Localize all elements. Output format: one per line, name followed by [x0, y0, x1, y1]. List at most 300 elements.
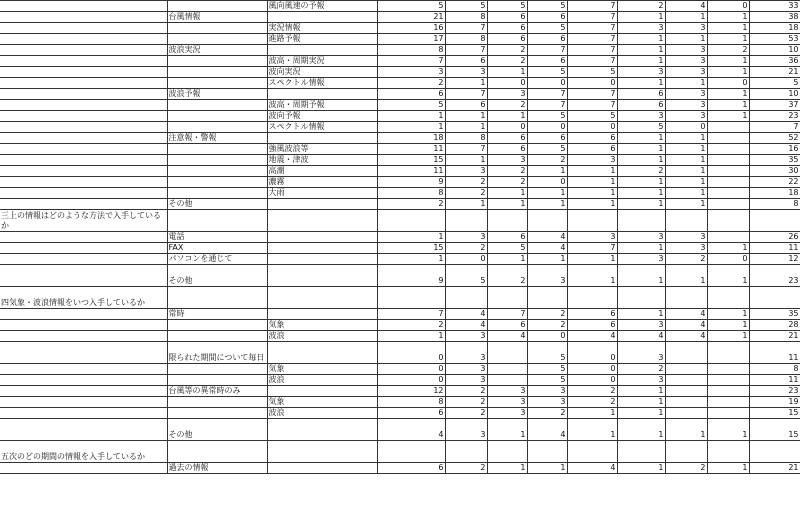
- value-cell: 2: [665, 254, 707, 265]
- value-cell: 1: [617, 265, 665, 287]
- value-cell: 0: [567, 122, 617, 133]
- value-cell: 1: [567, 419, 617, 441]
- value-cell: 5: [527, 23, 567, 34]
- value-cell: 2: [377, 199, 445, 210]
- row-label-1: [0, 155, 167, 166]
- row-label-3: 地震・津波: [267, 155, 377, 166]
- value-cell: 3: [487, 155, 527, 166]
- value-cell: 1: [707, 309, 749, 320]
- value-cell: [445, 210, 487, 232]
- value-cell: 9: [377, 177, 445, 188]
- row-label-2: 電話: [167, 232, 267, 243]
- value-cell: 2: [527, 309, 567, 320]
- value-cell: 1: [377, 331, 445, 342]
- value-cell: 7: [527, 45, 567, 56]
- total-cell: 10: [749, 45, 800, 56]
- value-cell: 21: [377, 12, 445, 23]
- value-cell: 1: [377, 232, 445, 243]
- row-label-2: [167, 78, 267, 89]
- value-cell: 6: [567, 320, 617, 331]
- total-cell: [749, 287, 800, 309]
- table-row: [0, 1, 800, 12]
- row-label-3: [267, 254, 377, 265]
- value-cell: 6: [377, 463, 445, 474]
- value-cell: 7: [377, 309, 445, 320]
- value-cell: 6: [567, 133, 617, 144]
- value-cell: 2: [665, 463, 707, 474]
- row-label-3: 波高・周期実況: [267, 56, 377, 67]
- value-cell: 3: [665, 243, 707, 254]
- value-cell: 6: [527, 12, 567, 23]
- value-cell: 2: [445, 397, 487, 408]
- value-cell: [707, 375, 749, 386]
- table-row: [0, 287, 800, 309]
- value-cell: 1: [527, 166, 567, 177]
- value-cell: 3: [445, 364, 487, 375]
- table-row: [0, 408, 800, 419]
- value-cell: [527, 441, 567, 463]
- value-cell: 7: [567, 1, 617, 12]
- value-cell: 5: [445, 1, 487, 12]
- table-row: [0, 78, 800, 89]
- value-cell: 4: [567, 331, 617, 342]
- value-cell: [707, 210, 749, 232]
- value-cell: [707, 188, 749, 199]
- value-cell: 0: [377, 375, 445, 386]
- value-cell: 1: [707, 89, 749, 100]
- value-cell: 1: [665, 265, 707, 287]
- value-cell: 1: [617, 78, 665, 89]
- value-cell: 5: [377, 100, 445, 111]
- value-cell: 2: [445, 408, 487, 419]
- row-label-1: [0, 375, 167, 386]
- value-cell: 1: [617, 386, 665, 397]
- row-label-1: [0, 133, 167, 144]
- total-cell: 18: [749, 23, 800, 34]
- value-cell: [487, 364, 527, 375]
- value-cell: 6: [487, 320, 527, 331]
- value-cell: 2: [567, 397, 617, 408]
- value-cell: 7: [445, 45, 487, 56]
- row-label-3: 波向実況: [267, 67, 377, 78]
- row-label-2: 波浪実況: [167, 45, 267, 56]
- row-label-1: [0, 386, 167, 397]
- value-cell: 0: [377, 342, 445, 364]
- value-cell: 6: [487, 133, 527, 144]
- value-cell: 0: [527, 78, 567, 89]
- row-label-2: [167, 441, 267, 463]
- value-cell: 6: [527, 34, 567, 45]
- value-cell: 7: [567, 56, 617, 67]
- row-label-1: [0, 12, 167, 23]
- value-cell: 3: [665, 23, 707, 34]
- row-label-1: [0, 309, 167, 320]
- row-label-1: [0, 254, 167, 265]
- total-cell: 28: [749, 320, 800, 331]
- row-label-3: 波浪: [267, 408, 377, 419]
- value-cell: 2: [617, 1, 665, 12]
- value-cell: [707, 133, 749, 144]
- table-row: [0, 441, 800, 463]
- value-cell: 4: [665, 320, 707, 331]
- total-cell: 19: [749, 397, 800, 408]
- value-cell: 5: [527, 342, 567, 364]
- row-label-3: [267, 45, 377, 56]
- value-cell: [617, 210, 665, 232]
- value-cell: 3: [527, 265, 567, 287]
- value-cell: 11: [377, 166, 445, 177]
- value-cell: 1: [617, 155, 665, 166]
- row-label-3: 波高・周期予報: [267, 100, 377, 111]
- value-cell: 1: [617, 188, 665, 199]
- value-cell: 3: [665, 111, 707, 122]
- value-cell: 6: [487, 12, 527, 23]
- value-cell: 3: [665, 89, 707, 100]
- row-label-1: 三上の情報はどのような方法で入手しているか: [0, 210, 167, 232]
- row-label-3: [267, 342, 377, 364]
- value-cell: [665, 287, 707, 309]
- value-cell: 3: [487, 386, 527, 397]
- value-cell: 1: [487, 199, 527, 210]
- row-label-3: [267, 12, 377, 23]
- value-cell: 2: [527, 408, 567, 419]
- row-label-3: 大雨: [267, 188, 377, 199]
- value-cell: 2: [377, 78, 445, 89]
- value-cell: [707, 287, 749, 309]
- row-label-1: [0, 408, 167, 419]
- row-label-3: 気象: [267, 364, 377, 375]
- value-cell: 0: [527, 331, 567, 342]
- total-cell: 11: [749, 375, 800, 386]
- value-cell: 7: [527, 100, 567, 111]
- value-cell: 0: [707, 254, 749, 265]
- value-cell: 5: [527, 1, 567, 12]
- row-label-3: 強風波浪等: [267, 144, 377, 155]
- value-cell: [567, 210, 617, 232]
- value-cell: 1: [527, 463, 567, 474]
- total-cell: 21: [749, 463, 800, 474]
- table-row: [0, 342, 800, 364]
- value-cell: [377, 287, 445, 309]
- total-cell: 21: [749, 331, 800, 342]
- value-cell: [665, 364, 707, 375]
- value-cell: 4: [527, 232, 567, 243]
- value-cell: 1: [665, 419, 707, 441]
- value-cell: 1: [487, 419, 527, 441]
- table-row: [0, 34, 800, 45]
- table-row: [0, 155, 800, 166]
- value-cell: [567, 287, 617, 309]
- row-label-1: [0, 177, 167, 188]
- row-label-2: 波浪予報: [167, 89, 267, 100]
- value-cell: [707, 364, 749, 375]
- value-cell: 3: [445, 67, 487, 78]
- total-cell: 22: [749, 177, 800, 188]
- row-label-2: [167, 23, 267, 34]
- value-cell: 2: [445, 386, 487, 397]
- row-label-3: [267, 463, 377, 474]
- row-label-2: その他: [167, 265, 267, 287]
- value-cell: 3: [445, 166, 487, 177]
- value-cell: 4: [445, 320, 487, 331]
- total-cell: 7: [749, 122, 800, 133]
- total-cell: 8: [749, 199, 800, 210]
- value-cell: 15: [377, 243, 445, 254]
- row-label-3: [267, 287, 377, 309]
- value-cell: 7: [487, 309, 527, 320]
- row-label-2: [167, 100, 267, 111]
- value-cell: 0: [567, 342, 617, 364]
- value-cell: 1: [665, 188, 707, 199]
- value-cell: 1: [445, 199, 487, 210]
- value-cell: 1: [707, 23, 749, 34]
- row-label-3: [267, 210, 377, 232]
- value-cell: 3: [665, 67, 707, 78]
- row-label-1: [0, 78, 167, 89]
- value-cell: 6: [487, 232, 527, 243]
- value-cell: 5: [527, 144, 567, 155]
- table-row: [0, 133, 800, 144]
- value-cell: 3: [617, 232, 665, 243]
- row-label-2: [167, 67, 267, 78]
- value-cell: 4: [487, 331, 527, 342]
- total-cell: 38: [749, 12, 800, 23]
- value-cell: 1: [377, 111, 445, 122]
- row-label-2: その他: [167, 199, 267, 210]
- value-cell: 3: [617, 375, 665, 386]
- value-cell: [665, 375, 707, 386]
- value-cell: 2: [487, 265, 527, 287]
- value-cell: 3: [487, 397, 527, 408]
- value-cell: 1: [617, 408, 665, 419]
- table-row: [0, 309, 800, 320]
- value-cell: [487, 375, 527, 386]
- value-cell: 2: [617, 364, 665, 375]
- row-label-3: [267, 309, 377, 320]
- row-label-1: [0, 166, 167, 177]
- row-label-1: [0, 463, 167, 474]
- value-cell: 0: [377, 364, 445, 375]
- row-label-1: [0, 67, 167, 78]
- table-row: [0, 12, 800, 23]
- value-cell: 5: [487, 1, 527, 12]
- total-cell: 37: [749, 100, 800, 111]
- row-label-3: スペクトル情報: [267, 78, 377, 89]
- value-cell: 0: [527, 177, 567, 188]
- value-cell: 1: [707, 419, 749, 441]
- row-label-3: 進路予報: [267, 34, 377, 45]
- value-cell: 6: [567, 144, 617, 155]
- value-cell: 1: [707, 67, 749, 78]
- row-label-3: スペクトル情報: [267, 122, 377, 133]
- total-cell: 11: [749, 342, 800, 364]
- value-cell: 5: [527, 67, 567, 78]
- value-cell: [665, 397, 707, 408]
- value-cell: 1: [707, 243, 749, 254]
- value-cell: [665, 441, 707, 463]
- value-cell: 3: [665, 100, 707, 111]
- row-label-2: [167, 375, 267, 386]
- value-cell: [707, 144, 749, 155]
- row-label-1: [0, 199, 167, 210]
- row-label-2: 過去の情報: [167, 463, 267, 474]
- table-row: [0, 89, 800, 100]
- value-cell: 3: [665, 45, 707, 56]
- value-cell: 3: [617, 23, 665, 34]
- row-label-3: 波向予報: [267, 111, 377, 122]
- row-label-1: [0, 364, 167, 375]
- value-cell: 1: [707, 34, 749, 45]
- row-label-1: [0, 243, 167, 254]
- value-cell: 0: [567, 364, 617, 375]
- value-cell: 1: [707, 100, 749, 111]
- total-cell: 15: [749, 419, 800, 441]
- value-cell: 1: [567, 199, 617, 210]
- value-cell: 1: [527, 188, 567, 199]
- row-label-1: 五次のどの期間の情報を入手しているか: [0, 441, 167, 463]
- total-cell: 12: [749, 254, 800, 265]
- row-label-2: [167, 122, 267, 133]
- total-cell: [749, 210, 800, 232]
- value-cell: [707, 155, 749, 166]
- row-label-1: [0, 23, 167, 34]
- row-label-2: 台風等の異常時のみ: [167, 386, 267, 397]
- row-label-3: 波浪: [267, 331, 377, 342]
- table-row: [0, 210, 800, 232]
- value-cell: [377, 210, 445, 232]
- row-label-3: [267, 243, 377, 254]
- value-cell: 3: [487, 408, 527, 419]
- value-cell: [617, 287, 665, 309]
- table-row: [0, 265, 800, 287]
- row-label-2: [167, 320, 267, 331]
- value-cell: 5: [567, 111, 617, 122]
- value-cell: 1: [617, 56, 665, 67]
- value-cell: 1: [527, 199, 567, 210]
- value-cell: 1: [665, 133, 707, 144]
- row-label-3: 実況情報: [267, 23, 377, 34]
- value-cell: 1: [487, 111, 527, 122]
- row-label-1: [0, 342, 167, 364]
- table-row: [0, 320, 800, 331]
- value-cell: 16: [377, 23, 445, 34]
- total-cell: 36: [749, 56, 800, 67]
- value-cell: 3: [445, 232, 487, 243]
- row-label-2: [167, 364, 267, 375]
- value-cell: 1: [567, 177, 617, 188]
- value-cell: 5: [527, 111, 567, 122]
- value-cell: 1: [665, 177, 707, 188]
- value-cell: 7: [567, 100, 617, 111]
- value-cell: 8: [377, 188, 445, 199]
- row-label-3: [267, 89, 377, 100]
- value-cell: 6: [487, 34, 527, 45]
- value-cell: 1: [487, 188, 527, 199]
- value-cell: 3: [617, 320, 665, 331]
- value-cell: 0: [665, 122, 707, 133]
- value-cell: 7: [567, 45, 617, 56]
- value-cell: 2: [567, 386, 617, 397]
- value-cell: 3: [567, 232, 617, 243]
- value-cell: [487, 342, 527, 364]
- value-cell: 0: [707, 78, 749, 89]
- value-cell: 1: [665, 166, 707, 177]
- value-cell: 2: [487, 45, 527, 56]
- value-cell: 7: [527, 89, 567, 100]
- total-cell: 11: [749, 243, 800, 254]
- row-label-2: FAX: [167, 243, 267, 254]
- value-cell: 8: [377, 45, 445, 56]
- value-cell: 1: [377, 254, 445, 265]
- row-label-2: [167, 166, 267, 177]
- row-label-1: [0, 89, 167, 100]
- total-cell: 26: [749, 232, 800, 243]
- value-cell: [707, 386, 749, 397]
- value-cell: 1: [487, 254, 527, 265]
- row-label-2: [167, 177, 267, 188]
- table-row: [0, 375, 800, 386]
- row-label-3: [267, 419, 377, 441]
- row-label-3: [267, 232, 377, 243]
- row-label-2: [167, 331, 267, 342]
- table-row: [0, 463, 800, 474]
- row-label-1: 四気象・波浪情報をいつ入手しているか: [0, 287, 167, 309]
- row-label-1: [0, 320, 167, 331]
- value-cell: 3: [445, 331, 487, 342]
- value-cell: 0: [567, 375, 617, 386]
- value-cell: 1: [487, 67, 527, 78]
- table-row: [0, 386, 800, 397]
- value-cell: 1: [567, 166, 617, 177]
- row-label-3: 波浪: [267, 375, 377, 386]
- value-cell: 6: [445, 56, 487, 67]
- value-cell: 1: [665, 155, 707, 166]
- value-cell: 2: [487, 177, 527, 188]
- value-cell: 8: [445, 133, 487, 144]
- value-cell: [707, 166, 749, 177]
- row-label-3: 濃霧: [267, 177, 377, 188]
- table-row: [0, 254, 800, 265]
- value-cell: 1: [617, 243, 665, 254]
- value-cell: 0: [487, 122, 527, 133]
- table-row: [0, 188, 800, 199]
- value-cell: 1: [617, 144, 665, 155]
- value-cell: 7: [445, 23, 487, 34]
- total-cell: 10: [749, 89, 800, 100]
- row-label-2: 台風情報: [167, 12, 267, 23]
- row-label-1: [0, 265, 167, 287]
- value-cell: 6: [487, 144, 527, 155]
- value-cell: [665, 210, 707, 232]
- table-row: [0, 122, 800, 133]
- value-cell: 1: [487, 463, 527, 474]
- value-cell: 3: [527, 386, 567, 397]
- value-cell: 1: [707, 111, 749, 122]
- value-cell: 4: [617, 331, 665, 342]
- value-cell: 4: [377, 419, 445, 441]
- value-cell: 4: [527, 419, 567, 441]
- row-label-2: [167, 155, 267, 166]
- table-row: [0, 100, 800, 111]
- value-cell: 1: [567, 254, 617, 265]
- value-cell: [617, 441, 665, 463]
- value-cell: 1: [665, 78, 707, 89]
- value-cell: 6: [617, 100, 665, 111]
- value-cell: 3: [617, 254, 665, 265]
- table-row: [0, 111, 800, 122]
- value-cell: 5: [445, 265, 487, 287]
- total-cell: 52: [749, 133, 800, 144]
